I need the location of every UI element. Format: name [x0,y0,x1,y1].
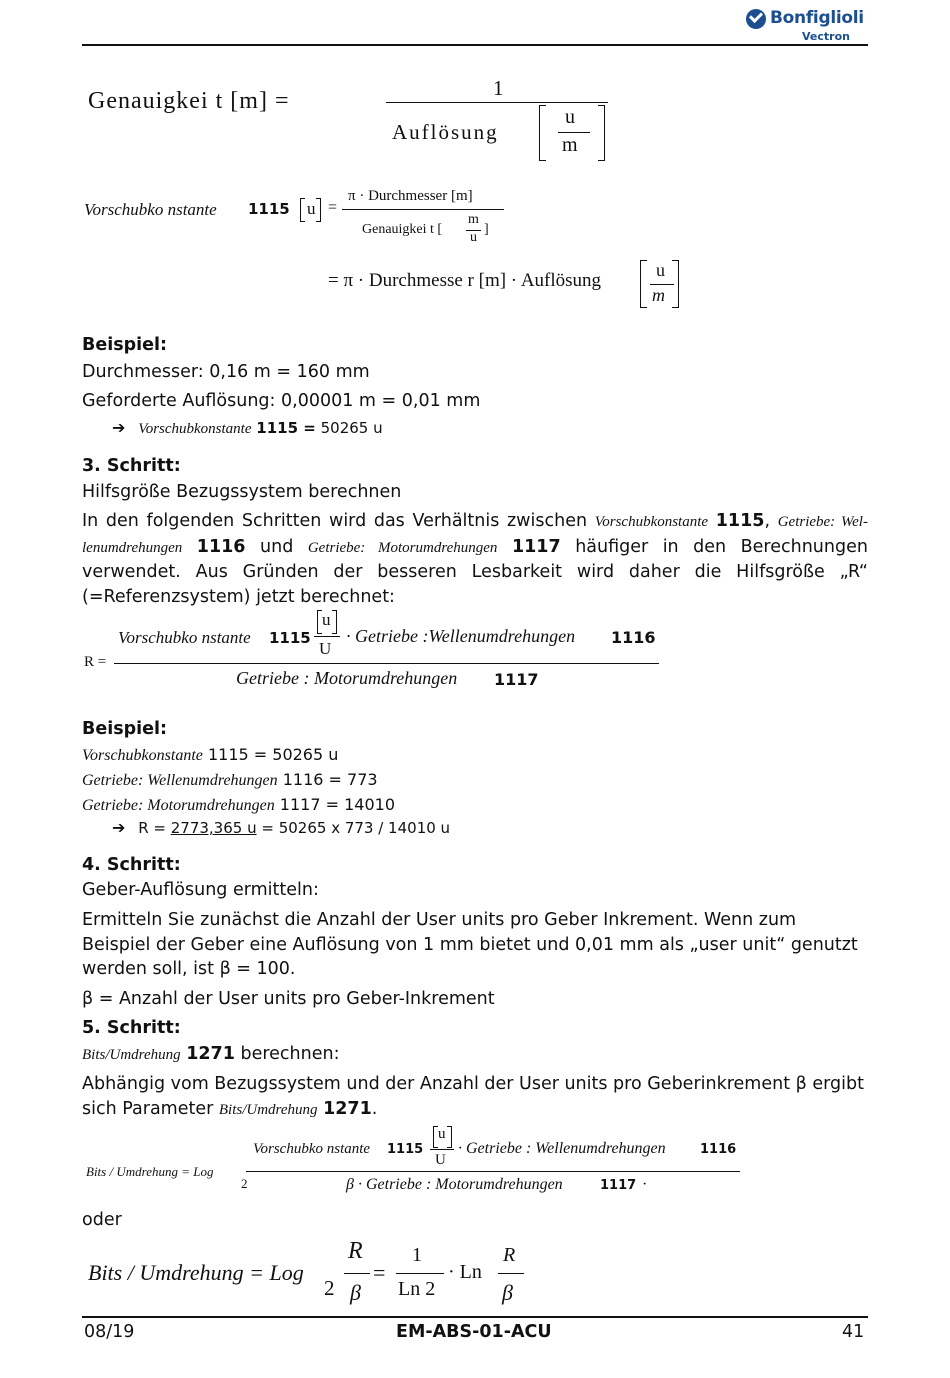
formula4-lhs: Bits / Umdrehung = Log [86,1164,214,1179]
example1-heading: Beispiel: [82,335,168,355]
formula4-num-word1: Vorschubko nstante [253,1141,371,1157]
step4-subtitle: Geber-Auflösung ermitteln: [82,880,319,900]
formula3-unit-bottom: U [319,639,332,658]
example2-line3: Getriebe: Motorumdrehungen 1117 = 14010 [82,795,395,814]
formula3-unit-top: u [322,610,331,629]
step4-paragraph2: β = Anzahl der User units pro Geber-Inkrement [82,989,495,1009]
formula4-num-word2: · Getriebe : Wellenumdrehungen [458,1140,666,1157]
example2-result: ➔ R = 2773,365 u = 50265 x 773 / 14010 u [112,818,451,837]
formula2-den-word: Genauigkei t [ [362,222,443,237]
example1-result-word: Vorschubkonstante [138,421,252,437]
step5-paragraph: Abhängig vom Bezugssystem und der Anzahl der User units pro Geberinkrement β ergibt sich Parameter Bits/Umdrehung 1271. [82,1074,864,1119]
formula1-bracket-top: u [565,106,575,128]
formula4-den-word: β · Getriebe : Motorumdrehungen [346,1176,563,1193]
formula-bits-umdrehung-2 [88,1238,548,1314]
formula5-sub: 2 [324,1276,335,1300]
oder-text: oder [82,1210,122,1230]
formula5-mid: · Ln [448,1261,482,1283]
formula1-lhs: Genauigkei t [m] = [88,88,290,114]
formula5-f2-top: 1 [412,1244,422,1266]
formula4-unit-bottom: U [435,1152,446,1168]
formula4-num-param2: 1116 [700,1142,737,1157]
example1-result-param: 1115 = [256,419,316,437]
formula2-den-bottom: u [470,230,477,245]
step5-heading: 5. Schritt: [82,1018,181,1038]
formula2-line2-top: u [656,260,665,280]
formula1-bracket-right [598,105,605,161]
example1-result-value: 50265 u [320,419,383,437]
formula5-f1-bottom: β [350,1280,361,1305]
formula-genauigkeit [88,74,628,166]
example1-result [112,417,383,440]
formula5-f1-top: R [348,1238,363,1264]
formula5-f3-bottom: β [502,1280,513,1305]
formula1-denominator: Auflösung [392,120,499,144]
formula4-fraction-bar [246,1171,740,1172]
formula-r [84,608,684,694]
brand-logo [746,8,870,44]
formula5-f3-top: R [503,1244,516,1266]
formula3-num-word1: Vorschubko nstante [118,628,251,647]
formula1-fraction-bar [386,102,608,103]
formula5-lhs: Bits / Umdrehung = Log [88,1260,304,1285]
formula2-den-top: m [468,212,479,227]
formula4-den-end: · [642,1176,648,1193]
formula3-den-param: 1117 [494,670,539,689]
footer-page-number: 41 [842,1322,865,1342]
step4-paragraph1: Ermitteln Sie zunächst die Anzahl der User units pro Geber Inkrement. Wenn zum Beispiel der Geber eine Auflösung von 1 mm bietet und 0,01 mm als „user unit“ genutzt werden soll, ist β = 100. [82,910,858,979]
formula3-num-param1: 1115 [269,629,311,647]
footer-rule [82,1316,868,1318]
arrow-right-icon: ➔ [112,418,126,437]
formula2-line2-bottom: m [652,285,665,305]
example1-line2: Geforderte Auflösung: 0,00001 m = 0,01 mm [82,391,481,411]
formula2-lhs-unit: u [307,199,316,218]
formula4-sub: 2 [241,1176,248,1191]
formula2-numerator: π · Durchmesser [m] [348,188,473,204]
step4-heading: 4. Schritt: [82,855,181,875]
step3-heading: 3. Schritt: [82,456,181,476]
brand-sub: Vectron [802,30,850,43]
brand-name: Bonfiglioli [770,8,864,28]
example2-line1: Vorschubkonstante 1115 = 50265 u [82,745,339,764]
formula-vorschubkonstante [84,186,694,312]
arrow-right-icon: ➔ [112,818,126,837]
logo-icon [746,9,766,29]
step5-subtitle: Bits/Umdrehung 1271 berechnen: [82,1044,340,1064]
footer-date: 08/19 [84,1322,135,1342]
formula2-lhs-word: Vorschubko nstante [84,200,217,219]
footer-doc-id: EM-ABS-01-ACU [396,1322,552,1342]
formula-bits-umdrehung-1 [86,1124,746,1200]
step3-subtitle: Hilfsgröße Bezugssystem berechnen [82,482,402,502]
formula1-bracket-left [539,105,546,161]
formula2-line2: = π · Durchmesse r [m] · Auflösung [328,270,602,291]
example2-line2: Getriebe: Wellenumdrehungen 1116 = 773 [82,770,378,789]
formula5-f2-bottom: Ln 2 [398,1278,436,1300]
formula3-num-param2: 1116 [611,628,656,647]
formula5-eq: = [373,1260,386,1285]
formula2-lhs-param: 1115 [248,200,290,218]
formula4-unit-top: u [438,1126,446,1142]
formula3-den-word: Getriebe : Motorumdrehungen [236,668,458,688]
formula2-den-close: ] [484,222,489,237]
formula4-num-param1: 1115 [387,1142,424,1157]
formula1-bracket-bottom: m [562,134,578,156]
formula3-fraction-bar [114,663,659,664]
formula3-lhs: R = [84,654,107,670]
formula1-numerator: 1 [493,76,504,100]
example1-line1: Durchmesser: 0,16 m = 160 mm [82,362,370,382]
header-rule [82,44,868,46]
example2-heading: Beispiel: [82,719,168,739]
formula3-num-word2: · Getriebe :Wellenumdrehungen [346,626,576,646]
formula4-den-param: 1117 [600,1178,637,1193]
formula2-eq: = [328,199,338,216]
step3-paragraph: In den folgenden Schritten wird das Verhältnis zwischen Vorschubkonstante 1115, Getriebe: Wel-lenumdrehungen 1116 und Getriebe: Motorumdrehungen 1117 häufiger in den Berechnungen verwendet. Aus Gründen der besseren Lesbarkeit wird daher die Hilfsgröße „R“ (=Referenzsystem) jetzt berechnet: [82,511,868,607]
